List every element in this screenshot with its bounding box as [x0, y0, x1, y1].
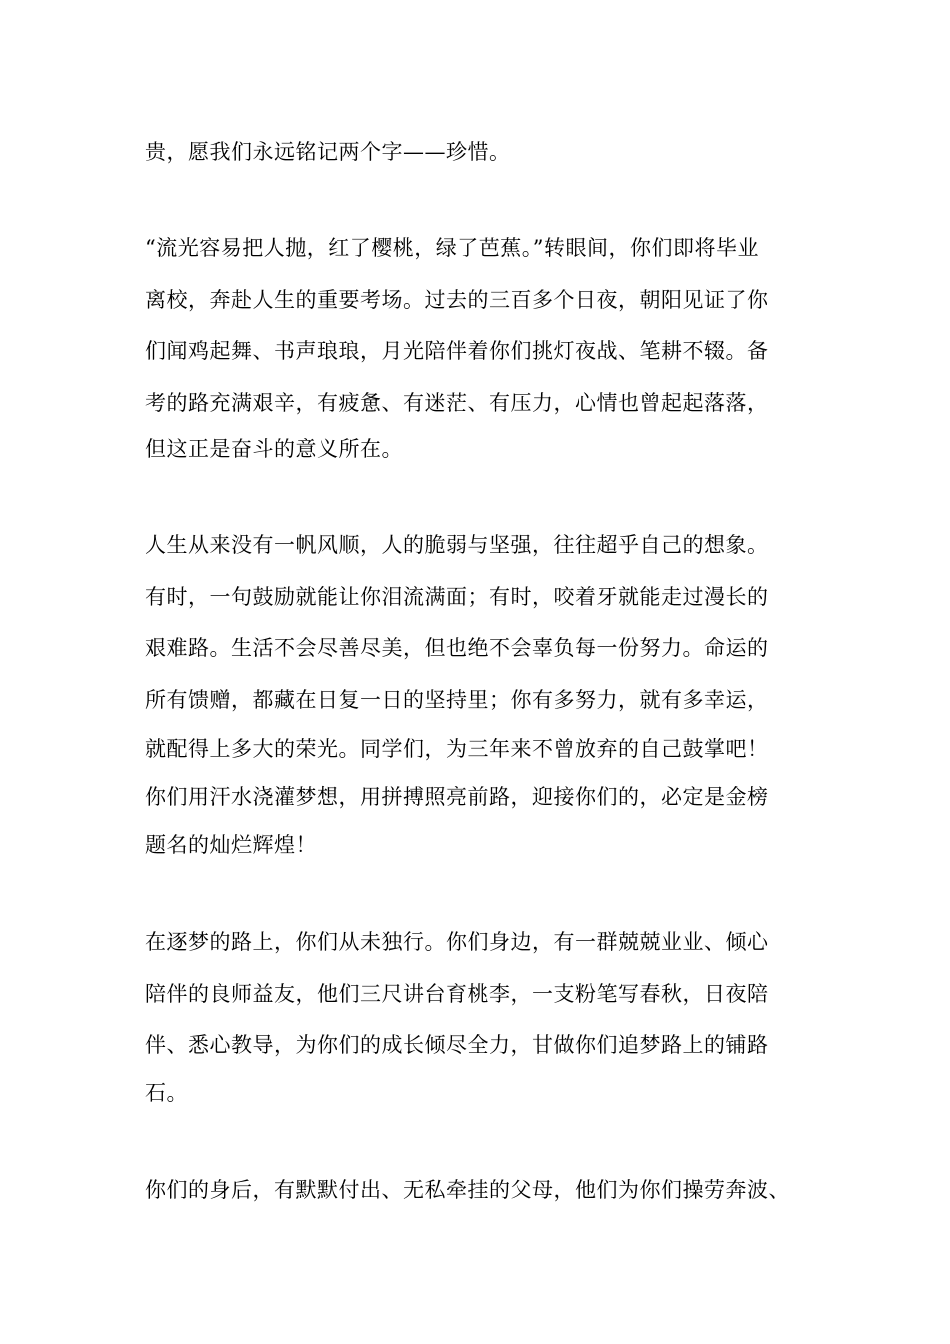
paragraph-4-line-2: 陪伴的良师益友，他们三尺讲台育桃李，一支粉笔写春秋，日夜陪: [145, 982, 769, 1006]
paragraph-3-line-1: 人生从来没有一帆风顺，人的脆弱与坚强，往往超乎自己的想象。: [145, 533, 769, 557]
paragraph-1-line-1: 贵，愿我们永远铭记两个字——珍惜。: [145, 140, 511, 164]
paragraph-3-line-5: 就配得上多大的荣光。同学们，为三年来不曾放弃的自己鼓掌吧！: [145, 737, 769, 761]
paragraph-2-line-3: 们闻鸡起舞、书声琅琅，月光陪伴着你们挑灯夜战、笔耕不辍。备: [145, 339, 769, 363]
paragraph-3-line-2: 有时，一句鼓励就能让你泪流满面；有时，咬着牙就能走过漫长的: [145, 585, 769, 609]
paragraph-2-line-4: 考的路充满艰辛，有疲惫、有迷茫、有压力，心情也曾起起落落，: [145, 391, 769, 415]
paragraph-4-line-1: 在逐梦的路上，你们从未独行。你们身边，有一群兢兢业业、倾心: [145, 930, 769, 954]
paragraph-2-line-1: “流光容易把人抛，红了樱桃，绿了芭蕉。”转眼间，你们即将毕业: [145, 236, 759, 260]
paragraph-4-line-4: 石。: [145, 1081, 188, 1105]
paragraph-2-line-2: 离校，奔赴人生的重要考场。过去的三百多个日夜，朝阳见证了你: [145, 288, 769, 312]
paragraph-5-line-1: 你们的身后，有默默付出、无私牵挂的父母，他们为你们操劳奔波、: [145, 1178, 790, 1202]
paragraph-3-line-3: 艰难路。生活不会尽善尽美，但也绝不会辜负每一份努力。命运的: [145, 636, 769, 660]
paragraph-3-line-4: 所有馈赠，都藏在日复一日的坚持里；你有多努力，就有多幸运，: [145, 688, 769, 712]
paragraph-3-line-7: 题名的灿烂辉煌！: [145, 833, 317, 857]
paragraph-2-line-5: 但这正是奋斗的意义所在。: [145, 437, 403, 461]
paragraph-4-line-3: 伴、悉心教导，为你们的成长倾尽全力，甘做你们追梦路上的铺路: [145, 1033, 769, 1057]
paragraph-3-line-6: 你们用汗水浇灌梦想，用拼搏照亮前路，迎接你们的，必定是金榜: [145, 785, 769, 809]
